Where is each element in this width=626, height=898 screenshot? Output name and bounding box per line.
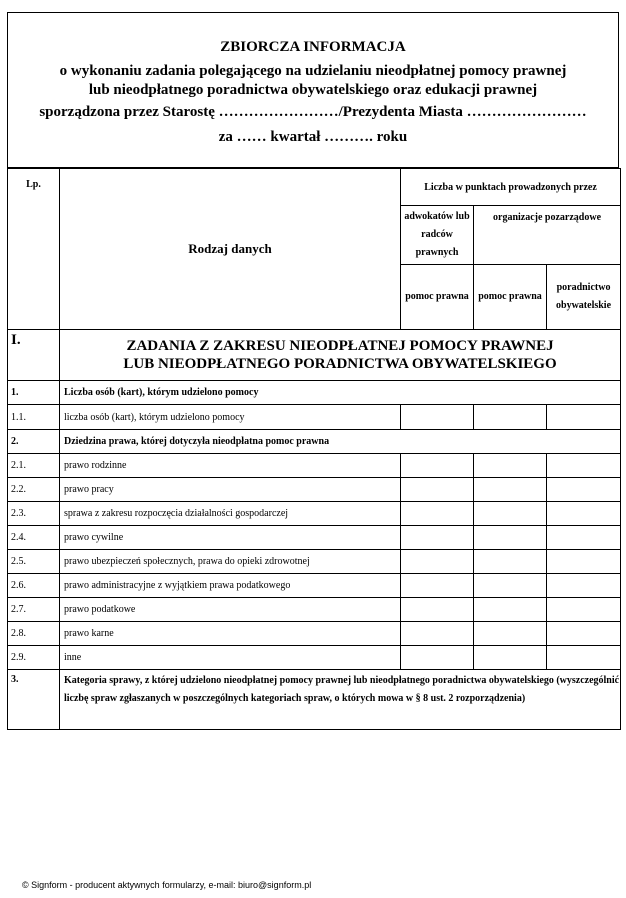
- cell-2-7-pomoc[interactable]: [474, 598, 547, 622]
- section-title-line-1: ZADANIA Z ZAKRESU NIEODPŁATNEJ POMOCY PRAWNEJ: [126, 338, 554, 354]
- row-2-6-label: prawo administracyjne z wyjątkiem prawa podatkowego: [60, 574, 401, 598]
- cell-1-1-poradnictwo[interactable]: [547, 405, 621, 430]
- col-pomoc-prawna-1: pomoc prawna: [401, 265, 474, 330]
- col-lp: Lp.: [8, 169, 60, 330]
- table-row: [8, 646, 621, 670]
- cell-2-9-poradnictwo[interactable]: [547, 646, 621, 670]
- row-2-7-label: prawo podatkowe: [60, 598, 401, 622]
- period-line[interactable]: za …… kwartał ………. roku: [218, 129, 408, 145]
- cell-2-6-poradnictwo[interactable]: [547, 574, 621, 598]
- cell-2-4-poradnictwo[interactable]: [547, 526, 621, 550]
- row-2-1-label: prawo rodzinne: [60, 454, 401, 478]
- cell-2-9-adwokatow[interactable]: [401, 646, 474, 670]
- cell-2-6-adwokatow[interactable]: [401, 574, 474, 598]
- section-title: [60, 330, 621, 381]
- cell-2-8-poradnictwo[interactable]: [547, 622, 621, 646]
- row-1-number: 1.: [8, 381, 60, 405]
- table-row: [8, 550, 621, 574]
- row-2-4-number: 2.4.: [8, 526, 60, 550]
- cell-1-1-adwokatow[interactable]: [401, 405, 474, 430]
- row-2-number: 2.: [8, 430, 60, 454]
- section-title-line-2: LUB NIEODPŁATNEGO PORADNICTWA OBYWATELSKIEGO: [123, 356, 557, 372]
- col-rodzaj-danych: Rodzaj danych: [60, 169, 401, 330]
- row-2-9-number: 2.9.: [8, 646, 60, 670]
- table-row: [8, 526, 621, 550]
- col-organizacje: organizacje pozarządowe: [474, 206, 621, 265]
- table-row: [8, 502, 621, 526]
- table-row: [8, 598, 621, 622]
- cell-2-8-pomoc[interactable]: [474, 622, 547, 646]
- col-poradnictwo: poradnictwo obywatelskie: [547, 265, 621, 330]
- subtitle-line-1: o wykonaniu zadania polegającego na udzielaniu nieodpłatnej pomocy prawnej: [59, 63, 567, 79]
- cell-2-1-adwokatow[interactable]: [401, 454, 474, 478]
- row-2-5-label: prawo ubezpieczeń społecznych, prawa do opieki zdrowotnej: [60, 550, 401, 574]
- row-2-9-label: inne: [60, 646, 401, 670]
- row-1-label: Liczba osób (kart), którym udzielono pomocy: [60, 381, 621, 405]
- cell-2-1-pomoc[interactable]: [474, 454, 547, 478]
- prepared-by-line[interactable]: sporządzona przez Starostę ……………………/Prezydenta Miasta ……………………: [39, 104, 587, 120]
- table-row: [8, 622, 621, 646]
- row-2-4-label: prawo cywilne: [60, 526, 401, 550]
- row-3-number: 3.: [8, 670, 60, 730]
- row-2-6-number: 2.6.: [8, 574, 60, 598]
- subtitle-line-2: lub nieodpłatnego poradnictwa obywatelskiego oraz edukacji prawnej: [88, 82, 538, 98]
- table-row: [8, 454, 621, 478]
- cell-2-7-poradnictwo[interactable]: [547, 598, 621, 622]
- row-2-1-number: 2.1.: [8, 454, 60, 478]
- cell-2-3-pomoc[interactable]: [474, 502, 547, 526]
- data-table: [7, 168, 621, 730]
- cell-2-9-pomoc[interactable]: [474, 646, 547, 670]
- cell-2-5-poradnictwo[interactable]: [547, 550, 621, 574]
- cell-2-2-pomoc[interactable]: [474, 478, 547, 502]
- cell-2-4-adwokatow[interactable]: [401, 526, 474, 550]
- cell-2-4-pomoc[interactable]: [474, 526, 547, 550]
- row-2-7-number: 2.7.: [8, 598, 60, 622]
- cell-2-7-adwokatow[interactable]: [401, 598, 474, 622]
- table-row: [8, 405, 621, 430]
- cell-2-3-adwokatow[interactable]: [401, 502, 474, 526]
- cell-2-2-poradnictwo[interactable]: [547, 478, 621, 502]
- col-adwokatow: adwokatów lub radców prawnych: [401, 206, 474, 265]
- row-2-label: Dziedzina prawa, której dotyczyła nieodpłatna pomoc prawna: [60, 430, 621, 454]
- cell-2-6-pomoc[interactable]: [474, 574, 547, 598]
- row-2-5-number: 2.5.: [8, 550, 60, 574]
- row-3-label: Kategoria sprawy, z której udzielono nieodpłatnej pomocy prawnej lub nieodpłatnego poradnictwa obywatelskiego (wyszczególnić liczbę spraw zgłaszanych w poszczególnych kategoriach spraw, o których mowa w § 8 ust. 2 rozporządzenia): [60, 670, 621, 730]
- row-2-3-label: sprawa z zakresu rozpoczęcia działalności gospodarczej: [60, 502, 401, 526]
- table-row: [8, 574, 621, 598]
- cell-2-5-pomoc[interactable]: [474, 550, 547, 574]
- row-2-2-label: prawo pracy: [60, 478, 401, 502]
- row-1-1-number: 1.1.: [8, 405, 60, 430]
- form-title: ZBIORCZA INFORMACJA: [220, 39, 406, 55]
- row-2-8-label: prawo karne: [60, 622, 401, 646]
- section-number: I.: [8, 330, 60, 381]
- cell-2-8-adwokatow[interactable]: [401, 622, 474, 646]
- footer-credit: © Signform - producent aktywnych formularzy, e-mail: biuro@signform.pl: [22, 880, 312, 890]
- cell-2-2-adwokatow[interactable]: [401, 478, 474, 502]
- cell-2-3-poradnictwo[interactable]: [547, 502, 621, 526]
- table-row: [8, 478, 621, 502]
- cell-1-1-pomoc[interactable]: [474, 405, 547, 430]
- row-2-8-number: 2.8.: [8, 622, 60, 646]
- col-pomoc-prawna-2: pomoc prawna: [474, 265, 547, 330]
- col-liczba-group: Liczba w punktach prowadzonych przez: [401, 169, 621, 206]
- row-2-2-number: 2.2.: [8, 478, 60, 502]
- form-header: [7, 12, 619, 168]
- row-1-1-label: liczba osób (kart), którym udzielono pomocy: [60, 405, 401, 430]
- cell-2-1-poradnictwo[interactable]: [547, 454, 621, 478]
- cell-2-5-adwokatow[interactable]: [401, 550, 474, 574]
- row-2-3-number: 2.3.: [8, 502, 60, 526]
